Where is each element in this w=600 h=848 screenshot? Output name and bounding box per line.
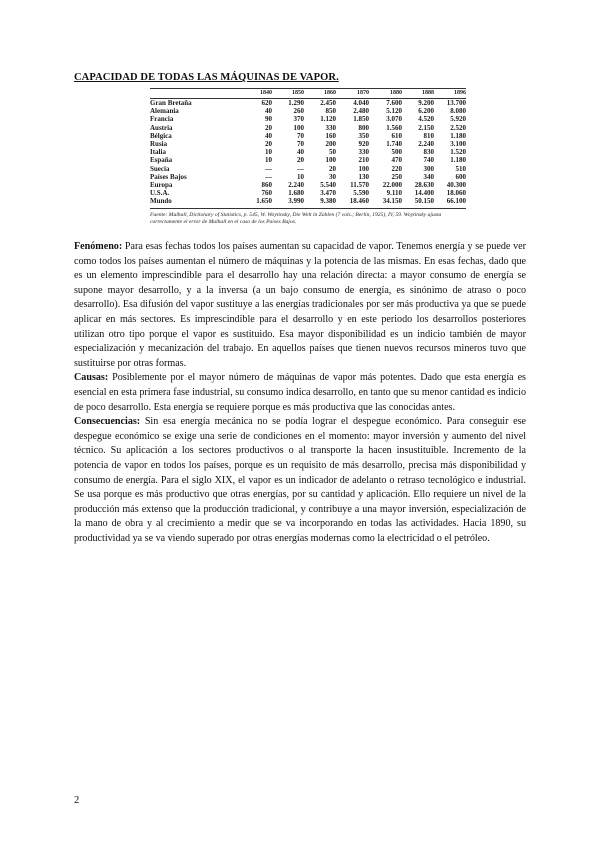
table-cell-value: 350	[358, 131, 369, 140]
table-cell-value: 7.600	[386, 99, 402, 107]
table-cell-country: Francia	[150, 115, 174, 124]
table-header-year: 1840	[242, 89, 272, 99]
table-header-country	[150, 89, 242, 99]
table-cell-value: 160	[325, 131, 336, 140]
table-cell-value: 10	[297, 172, 304, 181]
table-cell-value: 4.520	[418, 115, 434, 124]
table-row	[150, 132, 466, 140]
table-cell-value: 90	[265, 115, 272, 124]
table-cell-value: 2.240	[418, 140, 434, 149]
paragraph-body: Posiblemente por el mayor número de máquinas de vapor más potentes. Dado que esta energía es esencial en esta primera fase industrial, su consumo indica desarrollo, en tanto que su menor cantidad es indicio de poco desarrollo. Esta energía se requiere porque es más productiva que las conocidas antes.	[74, 372, 526, 413]
table-header-year: 1896	[434, 89, 466, 99]
table-header-year: 1860	[304, 89, 336, 99]
table-row	[150, 107, 466, 115]
table-row	[150, 148, 466, 156]
table-header-row	[150, 89, 466, 99]
paragraph-label: Fenómeno:	[74, 241, 123, 252]
table-cell-value: 3.100	[450, 140, 466, 149]
paragraph-consecuencias	[74, 415, 526, 546]
table-cell-value: 340	[423, 172, 434, 181]
table-cell-value: 1.290	[288, 99, 304, 107]
table-cell-value: 9.380	[304, 197, 336, 208]
paragraph-label: Consecuencias:	[74, 416, 141, 428]
table-cell-value: 9.110	[386, 189, 402, 198]
page-number: 2	[74, 795, 80, 806]
table-cell-country: Mundo	[150, 197, 242, 208]
table-row	[150, 189, 466, 197]
table-cell-value: 20	[265, 123, 272, 132]
table-cell-value: 5.590	[353, 189, 369, 198]
table-cell-value: 10	[265, 156, 272, 165]
table-header-year: 1888	[402, 89, 434, 99]
table-header-year: 1870	[336, 89, 369, 99]
table-cell-value: 330	[325, 123, 336, 132]
table-cell-value: 11.570	[350, 181, 369, 190]
analysis-text	[74, 240, 526, 546]
paragraph-fenomeno	[74, 240, 526, 371]
steam-capacity-table	[150, 88, 466, 226]
table-cell-country: Gran Bretaña	[150, 99, 192, 107]
table-cell-value: 18.460	[336, 197, 369, 208]
table-cell-value: 250	[391, 172, 402, 181]
table-cell-value: 13.700	[446, 99, 466, 107]
table-cell-value: 66.100	[434, 197, 466, 208]
table-cell-value: 800	[358, 123, 369, 132]
table-cell-value: 8.080	[450, 107, 466, 116]
table-cell-country: Europa	[150, 181, 173, 190]
table-cell-value: 330	[358, 148, 369, 157]
table-cell-value: 920	[358, 140, 369, 149]
table-cell-value: 500	[391, 148, 402, 157]
table-cell-value: 100	[358, 164, 369, 173]
table-cell-value: 40	[265, 131, 272, 140]
table-cell-value: 2.150	[418, 123, 434, 132]
table-cell-value: 2.520	[450, 123, 466, 132]
table-row	[150, 173, 466, 181]
table-cell-value: 740	[423, 156, 434, 165]
table-source-note: Fuente: Mulhall, Dictionary of Statistics, p. 545, W. Woytinsky, Die Welt in Zahlen (7 vols.; Berlín, 1925), IV, 59. Woytinsky ajusta correctamente el error de Mulhall en el caso de los Países Bajos.	[150, 211, 442, 225]
table-cell-value: 3.990	[272, 197, 304, 208]
table-header-year: 1880	[369, 89, 402, 99]
table-cell-value: 18.060	[446, 189, 466, 198]
table-cell-value: 1.650	[242, 197, 272, 208]
table-cell-value: —	[265, 164, 272, 173]
table-cell-value: 1.560	[386, 123, 402, 132]
table-cell-value: 9.200	[418, 99, 434, 107]
table-cell-value: 1.740	[386, 140, 402, 149]
table-cell-value: 300	[423, 164, 434, 173]
table-cell-value: 470	[391, 156, 402, 165]
table-cell-value: 50.150	[402, 197, 434, 208]
table-cell-value: 14.400	[414, 189, 434, 198]
table-cell-value: 3.470	[320, 189, 336, 198]
table-cell-value: 20	[297, 156, 304, 165]
table-row	[150, 124, 466, 132]
table-cell-value: 1.120	[320, 115, 336, 124]
table-cell-value: 370	[293, 115, 304, 124]
table-cell-country: Rusia	[150, 140, 168, 149]
table-cell-value: 30	[329, 172, 336, 181]
table-cell-value: 40.300	[446, 181, 466, 190]
table-cell-value: —	[265, 172, 272, 181]
table-cell-value: 20	[265, 140, 272, 149]
table-cell-value: 200	[325, 140, 336, 149]
table-cell-value: 760	[261, 189, 272, 198]
table-cell-value: 1.180	[450, 156, 466, 165]
table-cell-value: 2.450	[320, 99, 336, 107]
table-cell-value: 510	[455, 164, 466, 173]
table-cell-country: Suecia	[150, 164, 170, 173]
table-cell-country: España	[150, 156, 173, 165]
data-table	[150, 88, 466, 209]
table-cell-value: 70	[297, 131, 304, 140]
paragraph-body: Para esas fechas todos los países aumentan su capacidad de vapor. Tenemos energía y se puede ver como todos los países aumentan el número de máquinas y la potencia de las mismas. En esas fechas, dado que es un elemento imprescindible para el desarrollo hay una relación directa: a mayor consumo de energía se supone mayor desarrollo, y a la inversa (a un bajo consumo de energía, es sinónimo de atraso o poco desarrollo). Esa difusión del vapor sustituye a las energías tradicionales por ser más productiva ya que se puede aplicar en más sectores. Es imprescindible para el desarrollo y en este periodo los desarrollos posteriores utilizan otro tipo porque el vapor es sustituido. Esa mayor disponibilidad es un indicio también de mayor especialización y mecanización del trabajo. En aquellos países que tienen nuevos recursos mineros tuvo que sustituirse por otras formas.	[74, 241, 526, 369]
table-cell-value: 70	[297, 140, 304, 149]
table-cell-value: 220	[391, 164, 402, 173]
table-cell-value: 2.240	[288, 181, 304, 190]
table-cell-country: Bélgica	[150, 131, 172, 140]
table-cell-value: 100	[325, 156, 336, 165]
table-cell-value: 3.070	[386, 115, 402, 124]
table-body	[150, 99, 466, 209]
table-cell-value: 4.040	[353, 99, 369, 107]
table-cell-value: 1.850	[353, 115, 369, 124]
table-cell-value: 1.520	[450, 148, 466, 157]
table-cell-value: 20	[329, 164, 336, 173]
table-cell-value: 100	[293, 123, 304, 132]
table-cell-country: U.S.A.	[150, 189, 170, 198]
table-row	[150, 197, 466, 208]
table-row	[150, 165, 466, 173]
table-cell-value: 600	[455, 172, 466, 181]
table-cell-value: 620	[261, 99, 272, 107]
table-header-year: 1850	[272, 89, 304, 99]
table-row	[150, 115, 466, 123]
table-cell-value: 5.540	[320, 181, 336, 190]
table-cell-value: 130	[358, 172, 369, 181]
table-cell-value: 830	[423, 148, 434, 157]
page-title: CAPACIDAD DE TODAS LAS MÁQUINAS DE VAPOR.	[74, 72, 339, 83]
table-cell-country: Alemania	[150, 107, 179, 116]
table-cell-value: 610	[391, 131, 402, 140]
paragraph-causas	[74, 371, 526, 415]
table-cell-value: 5.120	[386, 107, 402, 116]
table-cell-value: 10	[265, 148, 272, 157]
table-cell-value: 860	[261, 181, 272, 190]
table-cell-country: Países Bajos	[150, 172, 187, 181]
table-cell-value: 40	[265, 107, 272, 116]
table-cell-value: 810	[423, 131, 434, 140]
table-cell-value: 6.200	[418, 107, 434, 116]
table-cell-value: 5.920	[450, 115, 466, 124]
table-cell-value: 28.630	[414, 181, 434, 190]
table-cell-value: 40	[297, 148, 304, 157]
paragraph-body: Sin esa energía mecánica no se podía lograr el despegue económico. Para conseguir ese despegue económico se exige una serie de condiciones en el momento: mayor inversión y aumento del nivel técnico. Su aplicación a los sectores productivos o al transporte la hacen insustituible. Incremento de la potencia de vapor en todos los países, porque es un requisito de más desarrollo, precisa más disponibilidad y consumo de energía. Para el siglo XIX, el vapor es un indicador de adelanto o retraso tecnológico e industrial. Se usa porque es más productivo que otras energías, por su cantidad y aplicación. Ello requiere un nivel de la producción más extenso que la producción tradicional, y contribuye a una mayor inversión, especialización de la mano de obra y al crecimiento a medir que se va incorporando en todas las actividades. Hacia 1890, su productividad ya se va viendo superado por otras energías modernas como la electricidad o el petróleo.	[74, 416, 526, 544]
table-cell-value: 22.000	[382, 181, 402, 190]
table-cell-value: 210	[358, 156, 369, 165]
table-cell-value: 2.480	[353, 107, 369, 116]
table-row	[150, 156, 466, 164]
table-row	[150, 181, 466, 189]
table-cell-value: 50	[329, 148, 336, 157]
table-cell-value: 850	[325, 107, 336, 116]
table-row	[150, 99, 466, 108]
table-cell-country: Austria	[150, 123, 173, 132]
table-row	[150, 140, 466, 148]
table-cell-country: Italia	[150, 148, 166, 157]
table-cell-value: —	[297, 164, 304, 173]
table-cell-value: 34.150	[369, 197, 402, 208]
table-cell-value: 260	[293, 107, 304, 116]
table-cell-value: 1.680	[288, 189, 304, 198]
paragraph-label: Causas:	[74, 372, 109, 384]
table-cell-value: 1.180	[450, 131, 466, 140]
